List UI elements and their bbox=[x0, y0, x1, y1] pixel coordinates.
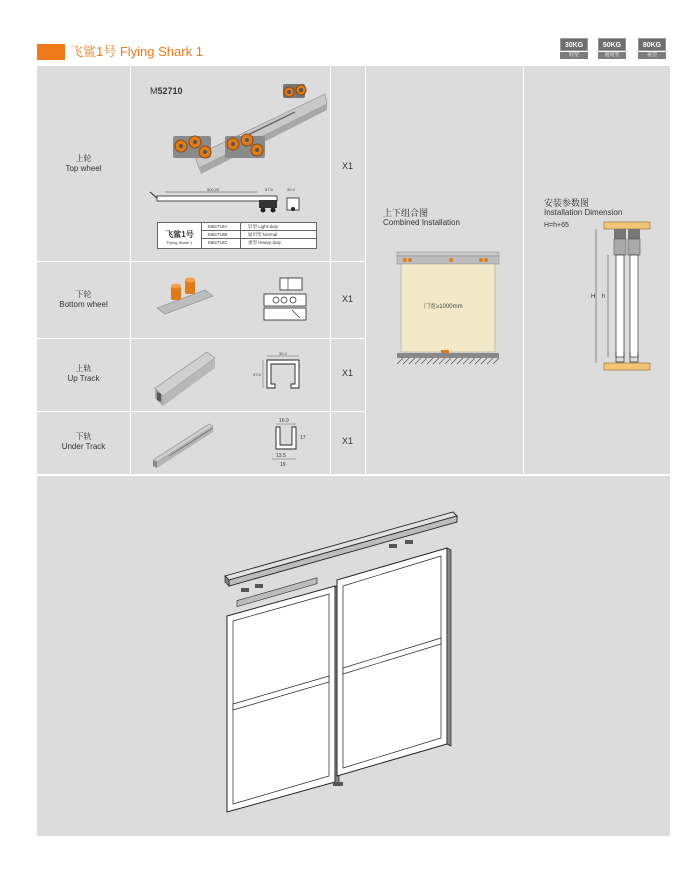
dim-inner: 13.5 bbox=[276, 453, 286, 459]
wheel-assembly-left bbox=[173, 136, 211, 158]
variant-code: M52710A bbox=[208, 224, 228, 229]
door-width-label: 门宽≥1000mm bbox=[424, 304, 463, 310]
door-left bbox=[227, 578, 339, 812]
badge-weight: 30KG bbox=[560, 38, 588, 51]
variant-brand bbox=[158, 223, 202, 248]
variant-desc: 重型 Heavy-duty bbox=[248, 240, 282, 245]
dim-top: 16.9 bbox=[279, 418, 289, 424]
label-en: Bottom wheel bbox=[59, 300, 108, 309]
row-label-up-track bbox=[37, 364, 130, 384]
label-cn: 下轮 bbox=[75, 290, 92, 299]
up-track-3d-image bbox=[149, 348, 229, 408]
divider bbox=[37, 411, 365, 412]
brand-en: Flying Shark 1 bbox=[166, 240, 193, 245]
divider bbox=[240, 223, 241, 231]
label-en: Up Track bbox=[67, 374, 100, 383]
variant-row bbox=[202, 231, 316, 239]
label-en: Under Track bbox=[61, 442, 106, 451]
divider bbox=[37, 338, 365, 339]
door-assembly-panel bbox=[37, 476, 670, 836]
up-track-drawing bbox=[249, 348, 309, 398]
dimension-title-cn: 安装参数图 bbox=[544, 198, 590, 208]
dimension-formula: H=h+65 bbox=[544, 222, 569, 229]
model-number: M52710 bbox=[150, 86, 183, 96]
row-label-top-wheel bbox=[37, 154, 130, 174]
label-en: Top wheel bbox=[65, 164, 102, 173]
label-cn: 下轨 bbox=[75, 432, 92, 441]
combined-title-en: Combined Installation bbox=[383, 218, 460, 227]
title-accent-bar bbox=[37, 44, 65, 60]
variant-row bbox=[202, 239, 316, 248]
variant-table bbox=[157, 222, 317, 249]
bottom-wheel-3d-image bbox=[157, 278, 217, 318]
badge-weight: 80KG bbox=[638, 38, 666, 51]
qty-under-track: X1 bbox=[342, 436, 354, 446]
variant-desc: 通用型 Normal bbox=[248, 232, 278, 237]
variant-code: M52710B bbox=[208, 232, 228, 237]
divider bbox=[37, 261, 365, 262]
parts-table bbox=[37, 66, 670, 474]
dim-bottom: 19 bbox=[280, 462, 286, 468]
dim-wheel: 57.6 bbox=[265, 187, 273, 192]
top-wheel-technical-drawing bbox=[147, 186, 307, 216]
divider bbox=[365, 66, 366, 474]
badge-type: 轻型 bbox=[560, 52, 588, 59]
qty-top-wheel: X1 bbox=[342, 161, 354, 171]
variant-desc: 轻型 Light-duty bbox=[248, 224, 279, 229]
under-track-drawing bbox=[262, 415, 312, 471]
badge-type: 重型 bbox=[638, 52, 666, 59]
divider bbox=[523, 66, 524, 474]
installation-dimension-diagram bbox=[574, 222, 654, 372]
label-cn: 上轮 bbox=[75, 154, 92, 163]
dim-side: 17 bbox=[300, 435, 306, 441]
dim-length: 500.00 bbox=[207, 187, 220, 192]
row-label-bottom-wheel bbox=[37, 290, 130, 310]
bottom-wheel-drawing bbox=[262, 276, 312, 324]
badge-30kg bbox=[560, 38, 588, 59]
badge-50kg bbox=[598, 38, 626, 59]
qty-bottom-wheel: X1 bbox=[342, 294, 354, 304]
dim-height: 39.4 bbox=[287, 187, 295, 192]
page-title: 飞鲨1号 Flying Shark 1 bbox=[70, 44, 203, 59]
dimension-title-en: Installation Dimension bbox=[544, 208, 623, 217]
variant-code: M52710C bbox=[208, 240, 228, 245]
door-right bbox=[337, 548, 451, 776]
badge-weight: 50KG bbox=[598, 38, 626, 51]
dim-width: 30.2 bbox=[279, 351, 287, 356]
badge-type: 通用型 bbox=[598, 52, 626, 59]
wheel-assembly-right bbox=[283, 84, 306, 98]
combined-title-cn: 上下组合图 bbox=[383, 208, 429, 218]
divider bbox=[240, 231, 241, 239]
top-wheel-3d-image bbox=[155, 84, 315, 184]
dim-height: 37.8 bbox=[253, 372, 261, 377]
variant-row bbox=[202, 223, 316, 231]
sliding-door-3d-illustration bbox=[37, 476, 670, 836]
under-track-3d-image bbox=[149, 420, 229, 470]
dim-h: h bbox=[602, 294, 606, 300]
row-label-under-track bbox=[37, 432, 130, 452]
divider bbox=[130, 66, 131, 474]
label-cn: 上轨 bbox=[75, 364, 92, 373]
wheel-assembly-middle bbox=[225, 134, 265, 158]
badge-80kg bbox=[638, 38, 666, 59]
dim-H: H bbox=[591, 294, 596, 300]
brand-cn: 飞鲨1号 bbox=[165, 230, 194, 239]
qty-up-track: X1 bbox=[342, 368, 354, 378]
divider bbox=[240, 239, 241, 248]
divider bbox=[330, 66, 331, 474]
